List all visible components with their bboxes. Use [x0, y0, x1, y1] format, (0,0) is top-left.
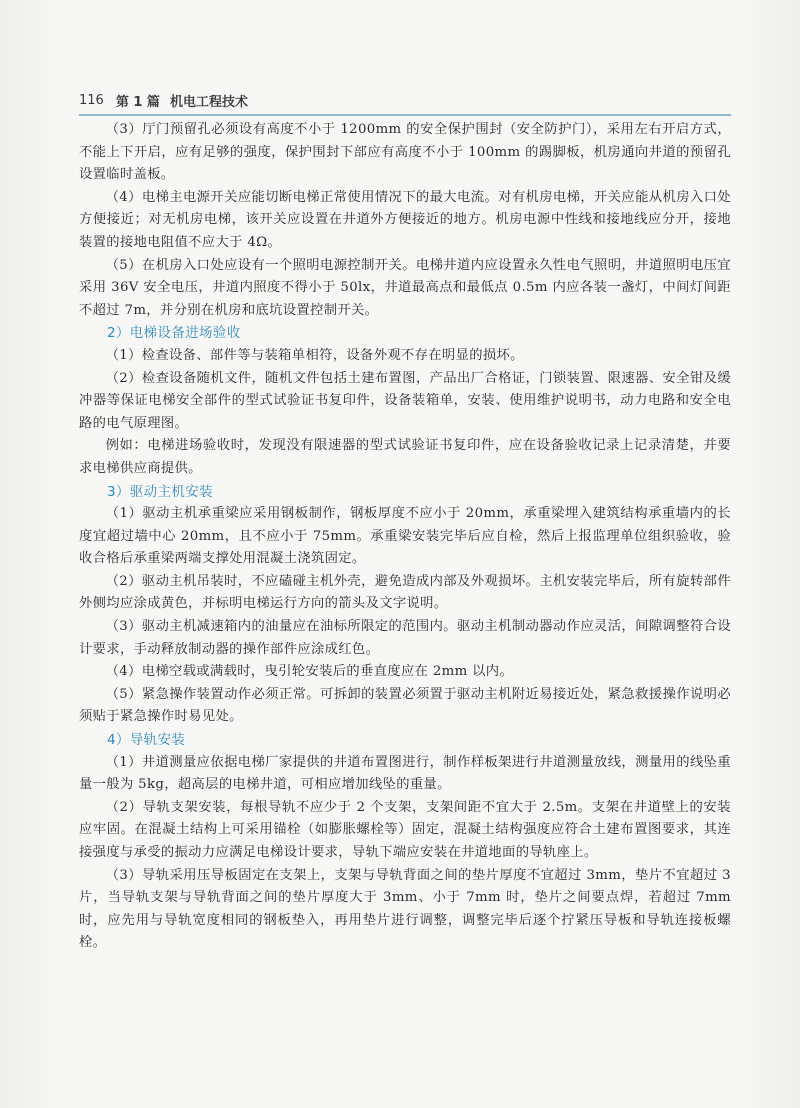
- part-label: 第 1 篇: [115, 94, 160, 110]
- paragraph: （1）检查设备、部件等与装箱单相符，设备外观不存在明显的损坏。: [105, 347, 524, 363]
- paragraph: （2）检查设备随机文件，随机文件包括土建布置图，产品出厂合格证，门锁装置、限速器、安全钳及缓冲器等保证电梯安全部件的型式试验证书复印件，设备装箱单，安装、使用维护说明书，动力电路和安全电路的电气原理图。: [79, 370, 731, 431]
- paragraph: 例如：电梯进场验收时，发现没有限速器的型式试验证书复印件，应在设备验收记录上记录清楚，并要求电梯供应商提供。: [79, 438, 731, 476]
- paragraph: （5）紧急操作装置动作必须正常。可拆卸的装置必须置于驱动主机附近易接近处，紧急救援操作说明必须贴于紧急操作时易见处。: [79, 686, 731, 725]
- section-heading: 4）导轨安装: [107, 732, 186, 749]
- paragraph: （2）驱动主机吊装时，不应磕碰主机外壳，避免造成内部及外观损坏。主机安装完毕后，所有旋转部件外侧均应涂成黄色，并标明电梯运行方向的箭头及文字说明。: [79, 573, 731, 612]
- section-heading: 3）驱动主机安装: [107, 483, 213, 500]
- header-rule: [79, 114, 731, 116]
- paragraph: （1）驱动主机承重梁应采用钢板制作，钢板厚度不应小于 20mm，承重梁埋入建筑结构承重墙内的长度宜超过墙中心 20mm，且不应小于 75mm。承重梁安装完毕后应自检，然后上报监理单位组织验收，验收合格后承重梁两端支撑处用混凝土浇筑固定。: [79, 506, 731, 567]
- paragraph: （4）电梯空载或满载时，曳引轮安装后的垂直度应在 2mm 以内。: [105, 664, 514, 680]
- paragraph: （4）电梯主电源开关应能切断电梯正常使用情况下的最大电流。对有机房电梯，开关应能从机房入口处方便接近；对无机房电梯，该开关应设置在井道外方便接近的地方。机房电源中性线和接地线应分开，接地装置的接地电阻值不应大于 4Ω。: [79, 189, 731, 250]
- paragraph: （1）井道测量应依据电梯厂家提供的井道布置图进行，制作样板架进行井道测量放线，测量用的线坠重量一般为 5kg，超高层的电梯井道，可相应增加线坠的重量。: [79, 754, 731, 793]
- paragraph: （5）在机房入口处应设有一个照明电源控制开关。电梯井道内应设置永久性电气照明，井道照明电压宜采用 36V 安全电压，井道内照度不得小于 50lx，井道最高点和最低点 0.5m 内应各装一盏灯，中间灯间距不超过 7m，并分别在机房和底坑设置控制开关。: [79, 257, 731, 318]
- section-heading: 2）电梯设备进场验收: [107, 325, 241, 342]
- page-body: [79, 119, 731, 955]
- paragraph: （3）厅门预留孔必须设有高度不小于 1200mm 的安全保护围封（安全防护门），采用左右开启方式，不能上下开启，应有足够的强度，保护围封下部应有高度不小于 100mm 的踢脚板，机房通向井道的预留孔设置临时盖板。: [79, 122, 731, 183]
- paragraph: （2）导轨支架安装，每根导轨不应少于 2 个支架，支架间距不宜大于 2.5m。支架在井道壁上的安装应牢固。在混凝土结构上可采用锚栓（如膨胀螺栓等）固定，混凝土结构强度应符合土建布置图要求，其连接强度与承受的振动力应满足电梯设计要求，导轨下端应安装在井道地面的导轨座上。: [79, 799, 731, 860]
- running-header: [79, 86, 731, 114]
- paragraph: （3）驱动主机减速箱内的油量应在油标所限定的范围内。驱动主机制动器动作应灵活，间隙调整符合设计要求，手动释放制动器的操作部件应涂成红色。: [79, 619, 731, 657]
- paragraph: （3）导轨采用压导板固定在支架上，支架与导轨背面之间的垫片厚度不宜超过 3mm，垫片不宜超过 3 片，当导轨支架与导轨背面之间的垫片厚度大于 3mm、小于 7mm 时，垫片之间要点焊，若超过 7mm 时，应先用与导轨宽度相同的钢板垫入，再用垫片进行调整，调整完毕后逐个拧紧压导板和导轨连接板螺栓。: [79, 867, 731, 951]
- chapter-title: 机电工程技术: [169, 94, 248, 110]
- page-number: 116: [79, 92, 104, 108]
